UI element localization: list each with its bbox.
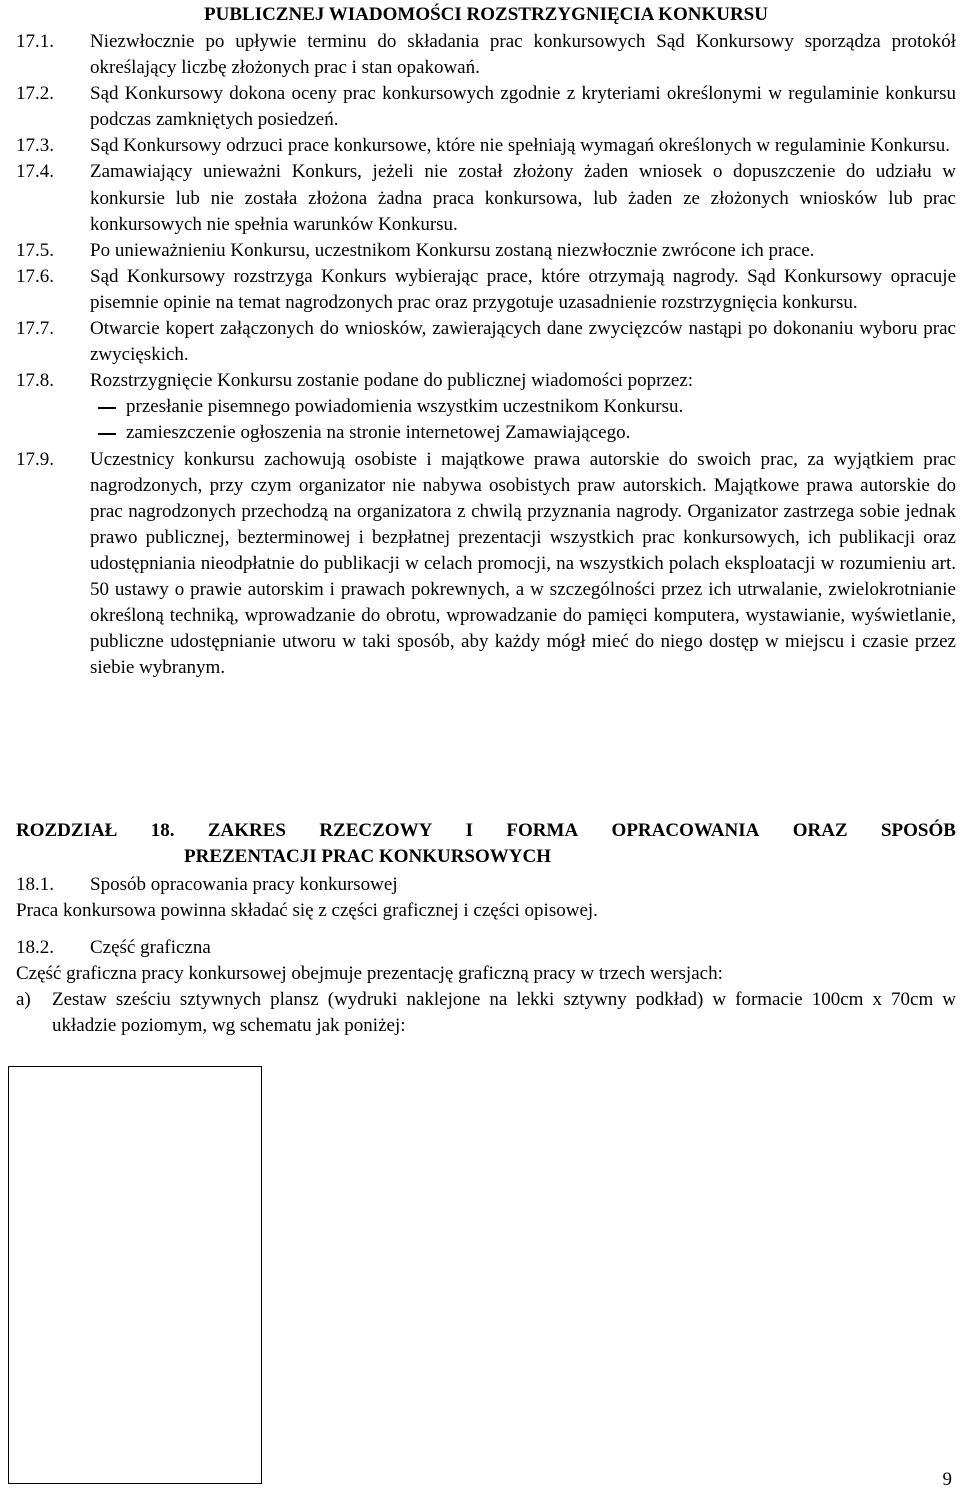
list-item <box>16 81 956 133</box>
subsection-18-1 <box>16 872 956 924</box>
paragraph: Część graficzna pracy konkursowej obejmuje prezentację graficzną pracy w trzech wersjach: <box>16 963 723 984</box>
item-number: 17.5. <box>16 239 54 261</box>
list-item <box>16 159 956 237</box>
list-item <box>16 264 956 316</box>
board-layout-diagram <box>8 1066 262 1484</box>
subsection-number: 18.1. <box>16 874 54 895</box>
item-number: 17.9. <box>16 448 54 470</box>
item-text: Zestaw sześciu sztywnych plansz (wydruki naklejone na lekki sztywny podkład) w formacie 100cm x 70cm w układzie poziomym, wg schematu jak poniżej: <box>52 989 956 1036</box>
item-number: 17.8. <box>16 370 54 392</box>
item-text: Otwarcie kopert załączonych do wniosków, zawierających dane zwycięzców nastąpi po dokonaniu wyboru prac zwycięskich. <box>90 318 956 366</box>
list-item <box>16 987 956 1039</box>
list-item <box>16 133 956 159</box>
item-number: 17.4. <box>16 161 54 183</box>
list-item <box>16 29 956 81</box>
item-number: 17.1. <box>16 31 54 52</box>
page-number: 9 <box>942 1469 952 1490</box>
bullet-item <box>16 420 956 446</box>
subsection-18-2 <box>16 935 956 1039</box>
bullet-text: przesłanie pisemnego powiadomienia wszystkim uczestnikom Konkursu. <box>126 396 684 418</box>
item-number: 17.6. <box>16 265 54 287</box>
item-text: Uczestnicy konkursu zachowują osobiste i majątkowe prawa autorskie do swoich prac, za wyjątkiem prac nagrodzonych, przy czym organizator nie nabywa osobistych praw autorskich. Majątkowe prawa autorskie do prac nagrodzonych przechodzą na organizatora z chwilą przyznania nagrody. Organizator zastrzega sobie jednak prawo publicznej, bezterminowej i bezpłatnej prezentacji wszystkich prac konkursowych, ich publikacji oraz udostępniania nieodpłatnie do publikacji w celach promocji, na wszystkich polach eksploatacji w rozumieniu art. 50 ustawy o prawie autorskim i prawach pokrewnych, a w szczególności przez ich utrwalanie, zwielokrotnianie określoną techniką, wprowadzanie do obrotu, wprowadzanie do pamięci komputera, wystawianie, wyświetlanie, publiczne udostępnianie utworu w taki sposób, aby każdy mógł mieć do niego dostęp w miejscu i czasie przez siebie wybranym. <box>90 448 956 679</box>
item-number: 17.2. <box>16 83 54 105</box>
chapter-18-heading <box>16 818 956 870</box>
bullet-item <box>16 394 956 420</box>
list-item <box>16 447 956 682</box>
dash-bullet-icon <box>90 420 126 446</box>
item-number: 17.7. <box>16 318 54 340</box>
subsection-number: 18.2. <box>16 937 54 958</box>
dash-bullet-icon <box>90 394 126 420</box>
item-text: Sąd Konkursowy dokona oceny prac konkursowych zgodnie z kryteriami określonymi w regulaminie konkursu podczas zamkniętych posiedzeń. <box>90 83 956 131</box>
bullet-text: zamieszczenie ogłoszenia na stronie internetowej Zamawiającego. <box>126 422 631 444</box>
item-text: Po unieważnieniu Konkursu, uczestnikom Konkursu zostaną niezwłocznie zwrócone ich prace. <box>90 239 815 261</box>
list-item <box>16 368 956 394</box>
item-text: Sąd Konkursowy rozstrzyga Konkurs wybierając prace, które otrzymają nagrody. Sąd Konkursowy opracuje pisemnie opinie na temat nagrodzonych prac oraz przygotuje uzasadnienie rozstrzygnięcia konkursu. <box>90 265 956 313</box>
paragraph: Praca konkursowa powinna składać się z części graficznej i części opisowej. <box>16 900 598 921</box>
section-17-list <box>16 29 956 681</box>
subsection-title: Sposób opracowania pracy konkursowej <box>90 874 398 895</box>
item-text: Zamawiający unieważni Konkurs, jeżeli nie został złożony żaden wniosek o dopuszczenie do udziału w konkursie lub nie została złożona żadna praca konkursowa, lub żaden ze złożonych wniosków lub prac konkursowych nie spełnia warunków Konkursu. <box>90 161 956 235</box>
item-number: 17.3. <box>16 135 54 157</box>
list-item <box>16 316 956 368</box>
section-heading-continuation: PUBLICZNEJ WIADOMOŚCI ROZSTRZYGNIĘCIA KONKURSU <box>204 4 768 25</box>
item-text: Niezwłocznie po upływie terminu do składania prac konkursowych Sąd Konkursowy sporządza protokół określający liczbę złożonych prac i stan opakowań. <box>90 31 956 79</box>
list-item <box>16 238 956 264</box>
item-label: a) <box>16 989 31 1010</box>
subsection-title: Część graficzna <box>90 937 211 958</box>
chapter-heading-line2: PREZENTACJI PRAC KONKURSOWYCH <box>184 846 552 867</box>
item-text: Sąd Konkursowy odrzuci prace konkursowe, które nie spełniają wymagań określonych w regulaminie Konkursu. <box>90 135 951 157</box>
item-text: Rozstrzygnięcie Konkursu zostanie podane do publicznej wiadomości poprzez: <box>90 370 694 392</box>
chapter-heading-line1: ROZDZIAŁ 18. ZAKRES RZECZOWY I FORMA OPRACOWANIA ORAZ SPOSÓB <box>16 820 956 841</box>
